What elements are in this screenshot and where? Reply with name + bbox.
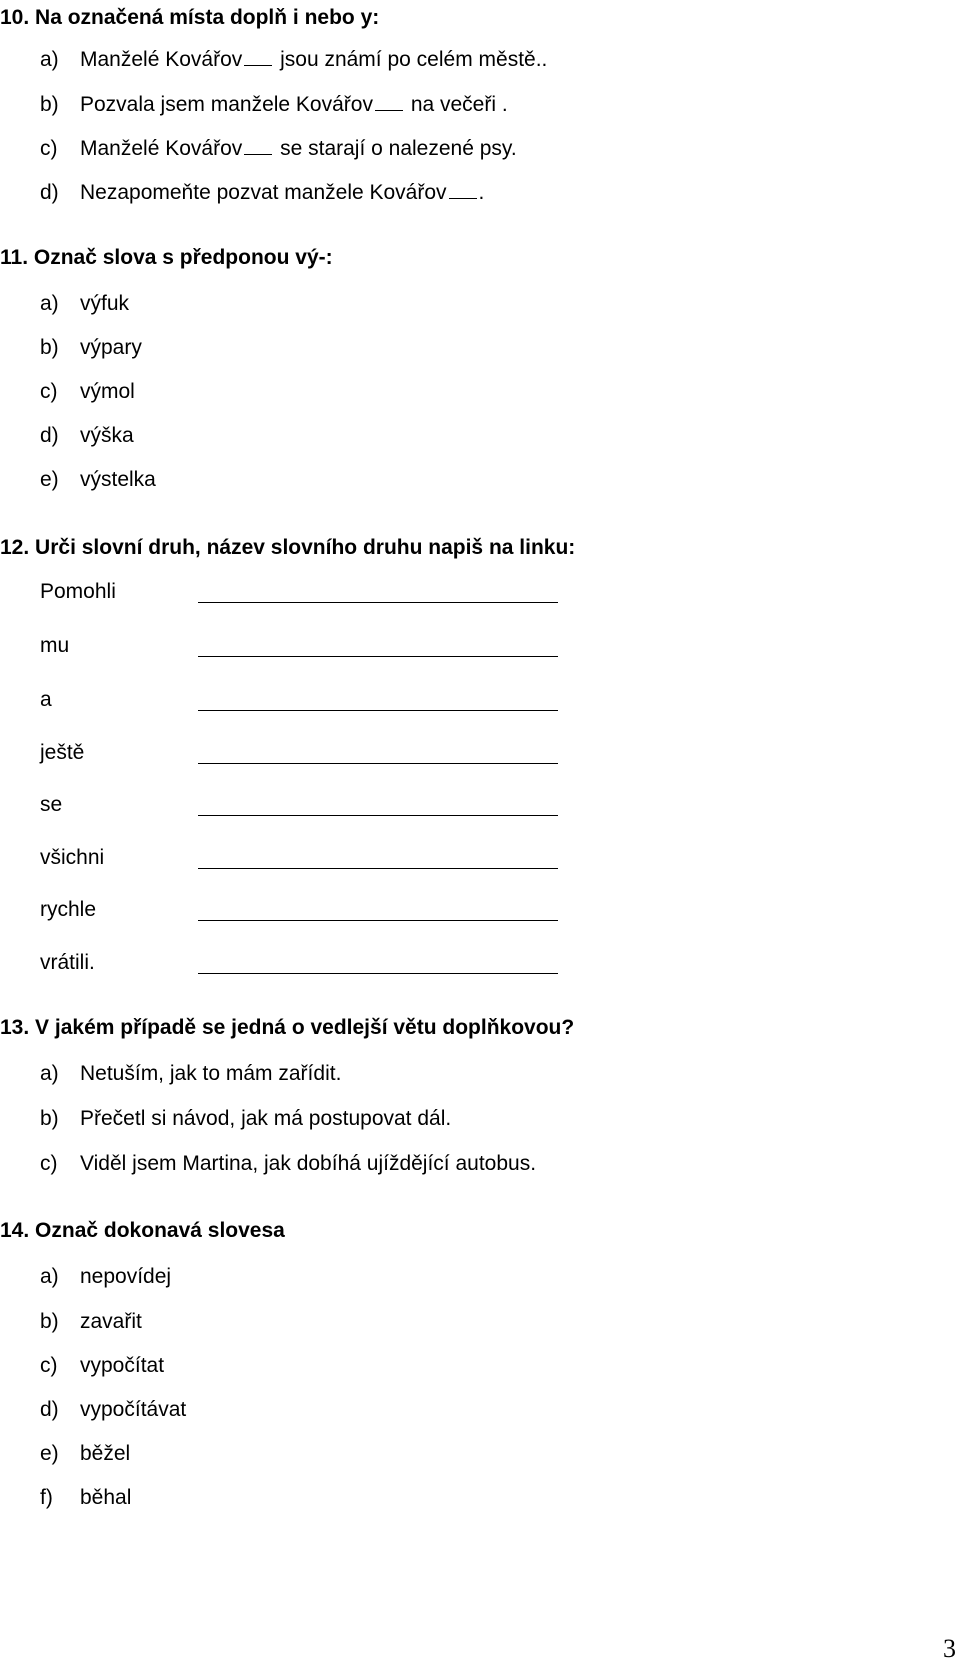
item-text: vypočítat	[80, 1354, 165, 1377]
question-12-title	[0, 536, 575, 560]
question-10-item-a	[40, 47, 547, 72]
question-11-title	[0, 246, 333, 270]
fill-blank[interactable]	[244, 47, 272, 66]
answer-line[interactable]	[198, 763, 558, 764]
word-row	[40, 688, 560, 718]
question-10-item-d	[40, 180, 484, 205]
question-11-item-a[interactable]	[40, 292, 129, 316]
item-letter: e)	[40, 468, 59, 491]
item-letter: d)	[40, 1398, 59, 1421]
question-11-item-e[interactable]	[40, 468, 156, 492]
question-14-item-c[interactable]	[40, 1354, 164, 1378]
question-11-item-b[interactable]	[40, 336, 142, 360]
word-label: se	[40, 793, 63, 816]
item-letter: a)	[40, 48, 59, 71]
item-letter: f)	[40, 1486, 53, 1509]
word-label: mu	[40, 634, 70, 657]
item-text: vypočítávat	[80, 1398, 187, 1421]
question-10-number: 10.	[0, 6, 30, 29]
item-text-after: .	[478, 181, 485, 204]
word-row	[40, 951, 560, 981]
answer-line[interactable]	[198, 920, 558, 921]
word-row	[40, 846, 560, 876]
item-letter: c)	[40, 380, 58, 403]
item-letter: a)	[40, 1062, 59, 1085]
word-row	[40, 741, 560, 771]
item-text: zavařit	[80, 1310, 142, 1333]
item-letter: c)	[40, 137, 58, 160]
item-text: výstelka	[80, 468, 156, 491]
item-letter: c)	[40, 1152, 58, 1175]
question-14-title	[0, 1219, 285, 1243]
question-14-text: Označ dokonavá slovesa	[35, 1219, 285, 1242]
word-label: vrátili.	[40, 951, 95, 974]
question-11-text: Označ slova s předponou vý-:	[33, 246, 333, 269]
item-letter: c)	[40, 1354, 58, 1377]
item-text: výška	[80, 424, 134, 447]
item-text: výmol	[80, 380, 135, 403]
answer-line[interactable]	[198, 602, 558, 603]
item-letter: b)	[40, 93, 59, 116]
item-text-after: se starají o nalezené psy.	[280, 137, 517, 160]
answer-line[interactable]	[198, 710, 558, 711]
question-13-item-c[interactable]	[40, 1152, 536, 1176]
question-12-number: 12.	[0, 536, 30, 559]
item-text-before: Pozvala jsem manžele Kovářov	[80, 93, 373, 116]
item-letter: b)	[40, 1107, 59, 1130]
item-text: běhal	[80, 1486, 132, 1509]
answer-line[interactable]	[198, 973, 558, 974]
word-label: a	[40, 688, 52, 711]
question-14-item-b[interactable]	[40, 1310, 142, 1334]
question-13-item-b[interactable]	[40, 1107, 451, 1131]
answer-line[interactable]	[198, 868, 558, 869]
item-text: Přečetl si návod, jak má postupovat dál.	[80, 1107, 452, 1130]
word-label: rychle	[40, 898, 97, 921]
question-14-item-d[interactable]	[40, 1398, 186, 1422]
question-14-item-f[interactable]	[40, 1486, 131, 1510]
question-11-item-d[interactable]	[40, 424, 134, 448]
item-text: Viděl jsem Martina, jak dobíhá ujíždějící autobus.	[80, 1152, 537, 1175]
item-letter: b)	[40, 336, 59, 359]
word-label: všichni	[40, 846, 105, 869]
item-text-after: jsou známí po celém městě..	[280, 48, 548, 71]
fill-blank[interactable]	[244, 136, 272, 155]
question-14-item-e[interactable]	[40, 1442, 130, 1466]
question-10-text: Na označená místa doplň i nebo y:	[35, 6, 380, 29]
item-text-before: Manželé Kovářov	[80, 48, 243, 71]
question-14-number: 14.	[0, 1219, 30, 1242]
question-10-item-c	[40, 136, 517, 161]
question-13-title	[0, 1016, 574, 1040]
item-text: Netuším, jak to mám zařídit.	[80, 1062, 342, 1085]
item-letter: b)	[40, 1310, 59, 1333]
word-row	[40, 793, 560, 823]
item-text-before: Manželé Kovářov	[80, 137, 243, 160]
question-11-item-c[interactable]	[40, 380, 135, 404]
item-text-after: na večeři .	[410, 93, 508, 116]
question-13-text: V jakém případě se jedná o vedlejší větu doplňkovou?	[35, 1016, 575, 1039]
word-label: Pomohli	[40, 580, 116, 603]
answer-line[interactable]	[198, 815, 558, 816]
question-13-number: 13.	[0, 1016, 30, 1039]
question-13-item-a[interactable]	[40, 1062, 341, 1086]
item-text: výpary	[80, 336, 142, 359]
item-letter: a)	[40, 1265, 59, 1288]
question-12-text: Urči slovní druh, název slovního druhu napiš na linku:	[35, 536, 576, 559]
item-text-before: Nezapomeňte pozvat manžele Kovářov	[80, 181, 447, 204]
word-row	[40, 898, 560, 928]
item-text: výfuk	[80, 292, 130, 315]
fill-blank[interactable]	[449, 180, 477, 199]
question-10-item-b	[40, 92, 508, 117]
word-row	[40, 580, 560, 610]
item-text: běžel	[80, 1442, 131, 1465]
word-label: ještě	[40, 741, 85, 764]
question-11-number: 11.	[0, 246, 29, 269]
question-14-item-a[interactable]	[40, 1265, 171, 1289]
question-10-title	[0, 6, 379, 30]
fill-blank[interactable]	[375, 92, 403, 111]
item-letter: d)	[40, 424, 59, 447]
item-letter: e)	[40, 1442, 59, 1465]
item-letter: d)	[40, 181, 59, 204]
page-number: 3	[943, 1634, 956, 1663]
word-row	[40, 634, 560, 664]
item-text: nepovídej	[80, 1265, 172, 1288]
answer-line[interactable]	[198, 656, 558, 657]
item-letter: a)	[40, 292, 59, 315]
